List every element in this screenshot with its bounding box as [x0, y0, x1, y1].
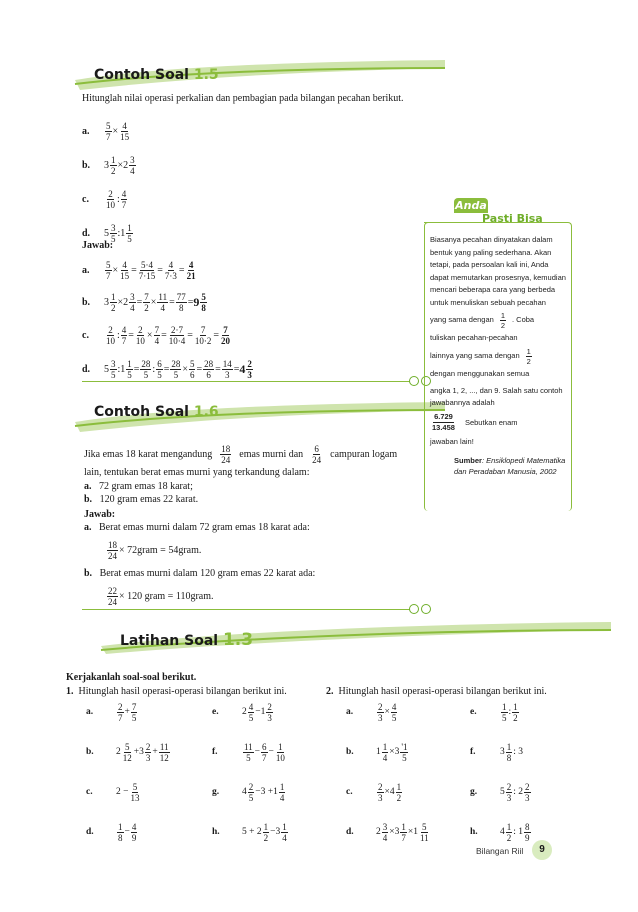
sidebar-paragraph-2: yang sama dengan: [430, 315, 494, 325]
sidebar-paragraph-7: angka 1, 2, ..., dan 9. Salah satu contoh jawabannya adalah: [430, 385, 563, 408]
q1-col1: [86, 692, 206, 852]
cs16-jawab: Jawab:: [84, 509, 116, 520]
sidebar-paragraph-4: tuliskan pecahan-pecahan: [430, 332, 518, 342]
cs16-intro-2: emas murni dan: [239, 448, 304, 460]
cs15-problems: [82, 118, 282, 246]
sidebar-frac-denominator: 13.458: [432, 423, 455, 433]
cs15-answer-d: d. 5 $\frac{3}{5}$ :1 $\frac{1}{5}$ = $\frac{28}{5}$ : $\frac{6}{5}$ = $\frac{28}{5}$ × $\frac{5}{6}$ = $\frac{28}{6}$ = $\frac{14}{3}$ = 4 $\frac{2}{3}$: [82, 358, 252, 380]
sidebar-paragraph-1: Biasanya pecahan dinyatakan dalam bentuk yang paling sederhana. Akan tetapi, pada persoalan kali ini, Anda dapat memutarkan prosesnya, kemudian mencari beberapa cara yang berbeda untuk menuliskan sebuah pecahan: [430, 235, 566, 307]
cs15-problem-b: b. 3 $\frac{1}{2}$ ×2 $\frac{3}{4}$: [82, 154, 135, 176]
label: c.: [82, 193, 89, 205]
latihan-instruction: Kerjakanlah soal-soal berikut.: [66, 672, 197, 683]
cs16-item-b: 120 gram emas 22 karat.: [99, 494, 199, 505]
sidebar-source: [430, 455, 566, 477]
sidebar-frac-numerator: 6.729: [434, 412, 453, 422]
q1-number: 1.: [66, 686, 74, 697]
list-item: d. 2 $\frac{3}{4}$ ×3 $\frac{1}{7}$ ×1 $\frac{5}{11}$: [346, 821, 429, 843]
cs15-answer-a: a. $\frac{5}{7}$ × $\frac{4}{15}$ = $\frac{5\cdot 4}{7\cdot 15}$ = $\frac{4}{7\cdot 3}$ = $\frac{4}{21}$: [82, 259, 196, 281]
sidebar-source-label: Sumber: [454, 455, 482, 465]
list-item: b. 1 $\frac{1}{4}$ ×3 $\frac{'1}{5}$: [346, 741, 408, 763]
list-item: f. $\frac{11}{5}$ − $\frac{6}{7}$ − $\frac{1}{10}$: [212, 741, 285, 763]
label: d.: [82, 363, 91, 375]
cs16-answer-a-calc: × 72gram = 54gram.: [119, 544, 202, 556]
cs16-intro-3: campuran logam: [330, 448, 398, 460]
sidebar-paragraph-5: lainnya yang sama dengan: [430, 350, 520, 360]
latihan-title-number: 1.3: [222, 630, 254, 650]
cs16-title: [94, 404, 219, 420]
cs16-end-rule: [82, 609, 410, 610]
list-item: a. $\frac{2}{3}$ × $\frac{4}{5}$: [346, 701, 397, 723]
cs15-jawab: Jawab:: [82, 240, 114, 251]
sidebar-body: Biasanya pecahan dinyatakan dalam bentuk yang paling sederhana. Akan tetapi, pada persoalan kali ini, Anda dapat memutarkan prosesnya, kemudian mencari beberapa cara yang berbeda untuk menuliskan sebuah pecahan yang sama dengan $\frac{1}{2}$ . Coba tuliskan pecahan-pecahan lainnya yang sama dengan $\frac{1}{2}$ dengan menggunakan semua angka 1, 2, ..., dan 9. Salah satu contoh jawabannya adalah $\frac{6.729}{13.458}$ Sebutkan enam jawaban lain! Sumber: Ensiklopedi Matematika dan Peradaban Manusia, 2002: [430, 235, 566, 476]
cs15-problem-a: a. $\frac{5}{7}$ × $\frac{4}{15}$: [82, 120, 130, 142]
cs15-title-text: Contoh Soal: [94, 67, 189, 83]
cs15-problem-c: c. $\frac{2}{10}$ : $\frac{4}{7}$: [82, 188, 127, 210]
cs15-title-number: 1.5: [193, 67, 219, 83]
sidebar-paragraph-8: Sebutkan enam: [464, 417, 518, 427]
latihan-title-text: Latihan Soal: [120, 633, 219, 649]
sidebar-paragraph-6: dengan menggunakan semua: [430, 369, 530, 379]
q2-number: 2.: [326, 686, 334, 697]
cs15-answer-c: c. $\frac{2}{10}$ : $\frac{4}{7}$ = $\frac{2}{10}$ × $\frac{7}{4}$ = $\frac{2\cdot 7}{10\cdot 4}$ = $\frac{7}{10\cdot 2}$ = $\frac{7}{20}$: [82, 324, 230, 346]
cs16-intro-1: Jika emas 18 karat mengandung: [84, 448, 213, 460]
sidebar-title: Pasti Bisa: [482, 212, 543, 225]
cs15-title: [94, 67, 219, 83]
sidebar-source-text: : Ensiklopedi Matematika dan Peradaban Manusia, 2002: [454, 455, 566, 476]
cs16-title-text: Contoh Soal: [94, 404, 189, 420]
q1-col2: [212, 692, 322, 852]
label: b.: [82, 296, 91, 308]
list-item: d. $\frac{1}{8}$ − $\frac{4}{9}$: [86, 821, 137, 843]
list-item: e. 2 $\frac{4}{5}$ −1 $\frac{2}{3}$: [212, 701, 272, 723]
cs16-answer-a-text: Berat emas murni dalam 72 gram emas 18 karat ada:: [99, 522, 310, 533]
list-item: g. 5 $\frac{2}{3}$ : 2 $\frac{2}{3}$: [470, 781, 530, 803]
cs16-answer-b-text: Berat emas murni dalam 120 gram emas 22 karat ada:: [99, 568, 316, 579]
cs15-intro: Hitunglah nilai operasi perkalian dan pembagian pada bilangan pecahan berikut.: [82, 93, 404, 104]
list-item: c. $\frac{2}{3}$ ×4 $\frac{1}{2}$: [346, 781, 402, 803]
list-item: h. 4 $\frac{1}{2}$ : 1 $\frac{8}{9}$: [470, 821, 530, 843]
sidebar-paragraph-9: jawaban lain!: [430, 436, 474, 446]
ring-icon: [421, 604, 431, 614]
cs16-intro-4: lain, tentukan berat emas murni yang terkandung dalam:: [84, 467, 310, 478]
list-item: g. 4 $\frac{2}{5}$ −3 +1 $\frac{1}{4}$: [212, 781, 285, 803]
cs15-end-rule: [82, 381, 410, 382]
ring-icon: [409, 604, 419, 614]
label: d.: [82, 227, 91, 239]
cs16-answer-a: a. Berat emas murni dalam 72 gram emas 18 karat ada: $\frac{18}{24}$ × 72gram = 54gram.: [84, 522, 310, 561]
q2-col1: [346, 692, 466, 852]
sidebar-paragraph-3: . Coba: [511, 315, 535, 325]
list-item: a. $\frac{2}{7}$ + $\frac{7}{5}$: [86, 701, 137, 723]
cs16-title-number: 1.6: [193, 404, 219, 420]
label: a.: [82, 125, 90, 137]
q2-col2: [470, 692, 580, 852]
list-item: e. $\frac{1}{5}$ : $\frac{1}{2}$: [470, 701, 518, 723]
cs16-intro: Jika emas 18 karat mengandung $\frac{18}{24}$ emas murni dan $\frac{6}{24}$ campuran logam lain, tentukan berat emas murni yang terkandung dalam: a. 72 gram emas 18 karat; b. 120 gram emas 22 karat.: [84, 442, 424, 506]
q1-text: Hitunglah hasil operasi-operasi bilangan berikut ini.: [78, 686, 287, 697]
list-item: h. 5 + 2 $\frac{1}{2}$ −3 $\frac{1}{4}$: [212, 821, 287, 843]
list-item: b. 2 $\frac{5}{12}$ +3 $\frac{2}{3}$ + $\frac{11}{12}$: [86, 741, 169, 763]
footer-text: Bilangan Riil: [476, 846, 524, 856]
list-item: c. 2 − $\frac{5}{13}$: [86, 781, 140, 803]
cs16-answer-b: b. Berat emas murni dalam 120 gram emas 22 karat ada: $\frac{22}{24}$ × 120 gram = 110gram.: [84, 568, 316, 607]
list-item: f. 3 $\frac{1}{8}$ : 3: [470, 741, 524, 763]
cs15-answer-b: b. 3 $\frac{1}{2}$ ×2 $\frac{3}{4}$ = $\frac{7}{2}$ × $\frac{11}{4}$ = $\frac{77}{8}$ = 9 $\frac{5}{8}$: [82, 291, 206, 313]
cs15-problem-d: d. 5 $\frac{3}{5}$ :1 $\frac{1}{5}$: [82, 222, 132, 244]
cs16-item-a: 72 gram emas 18 karat;: [99, 481, 193, 492]
sidebar-top-rule: [424, 222, 478, 223]
latihan-title: [120, 630, 253, 650]
ring-icon: [409, 376, 419, 386]
label: c.: [82, 329, 89, 341]
cs15-answers: [82, 254, 422, 386]
cs16-answer-b-calc: × 120 gram = 110gram.: [119, 590, 214, 602]
label: a.: [82, 264, 90, 276]
page-number: 9: [532, 840, 552, 860]
q2-text: Hitunglah hasil operasi-operasi bilangan berikut ini.: [338, 686, 547, 697]
label: b.: [82, 159, 91, 171]
sidebar-badge: Anda: [455, 199, 487, 212]
